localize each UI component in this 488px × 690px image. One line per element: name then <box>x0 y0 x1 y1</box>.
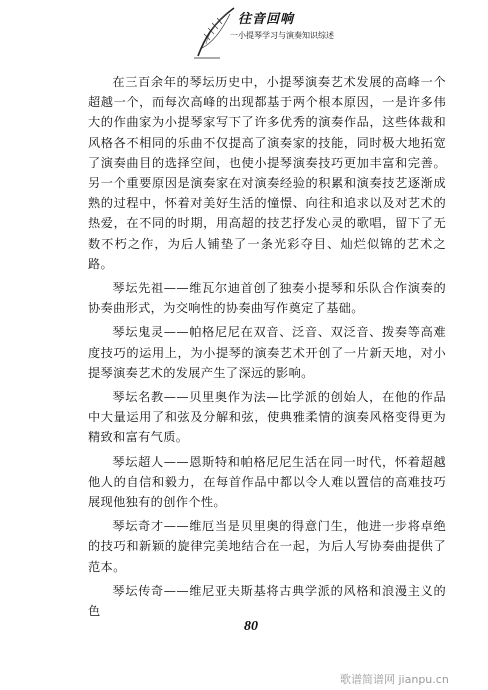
paragraph: 琴坛传奇——维尼亚夫斯基将古典学派的风格和浪漫主义的色 <box>88 583 446 619</box>
watermark: 歌谱简谱网 jianpu.cn <box>340 673 449 686</box>
header-title: 往音回响 <box>238 12 295 27</box>
paragraph: 琴坛鬼灵——帕格尼尼在双音、泛音、双泛音、拨奏等高难度技巧的运用上，为小提琴的演奏艺术开创了一片新天地，对小提琴演奏艺术的发展产生了深远的影响。 <box>88 325 446 380</box>
paragraph: 琴坛先祖——维瓦尔迪首创了独奏小提琴和乐队合作演奏的协奏曲形式，为交响性的协奏曲写作奠定了基础。 <box>88 281 446 316</box>
page-number: 80 <box>244 619 258 634</box>
paragraph: 琴坛超人——恩斯特和帕格尼尼生活在同一时代，怀着超越他人的自信和毅力，在每首作品中都以令人难以置信的高难技巧展现他独有的创作个性。 <box>88 454 446 510</box>
page-header <box>190 4 370 60</box>
paragraph: 在三百余年的琴坛历史中，小提琴演奏艺术发展的高峰一个超越一个，而每次高峰的出现都基于两个根本原因，一是许多伟大的作曲家为小提琴家写下了许多优秀的演奏作品，这些体裁和风格各不相同的乐曲不仅提高了演奏家的技能，同时极大地拓宽了演奏曲目的选择空间，也使小提琴演奏技巧更加丰富和完善。另一个重要原因是演奏家在对演奏经验的积累和演奏技艺逐渐成熟的过程中，怀着对美好生活的憧憬、向往和追求以及对艺术的热爱，在不同的时期，用高超的技艺抒发心灵的歌唱，留下了无数不朽之作，为后人铺垫了一条光彩夺目、灿烂似锦的艺术之路。 <box>88 75 446 271</box>
paragraph: 琴坛名教——贝里奥作为法—比学派的创始人，在他的作品中大量运用了和弦及分解和弦，使典雅柔情的演奏风格变得更为精致和富有气质。 <box>88 390 446 445</box>
paragraph: 琴坛奇才——维厄当是贝里奥的得意门生，他进一步将卓绝的技巧和新颖的旋律完美地结合在一起，为后人写协奏曲提供了范本。 <box>88 519 446 574</box>
header-subtitle: 一小提琴学习与演奏知识综述 <box>230 31 334 40</box>
article-body <box>88 72 446 625</box>
